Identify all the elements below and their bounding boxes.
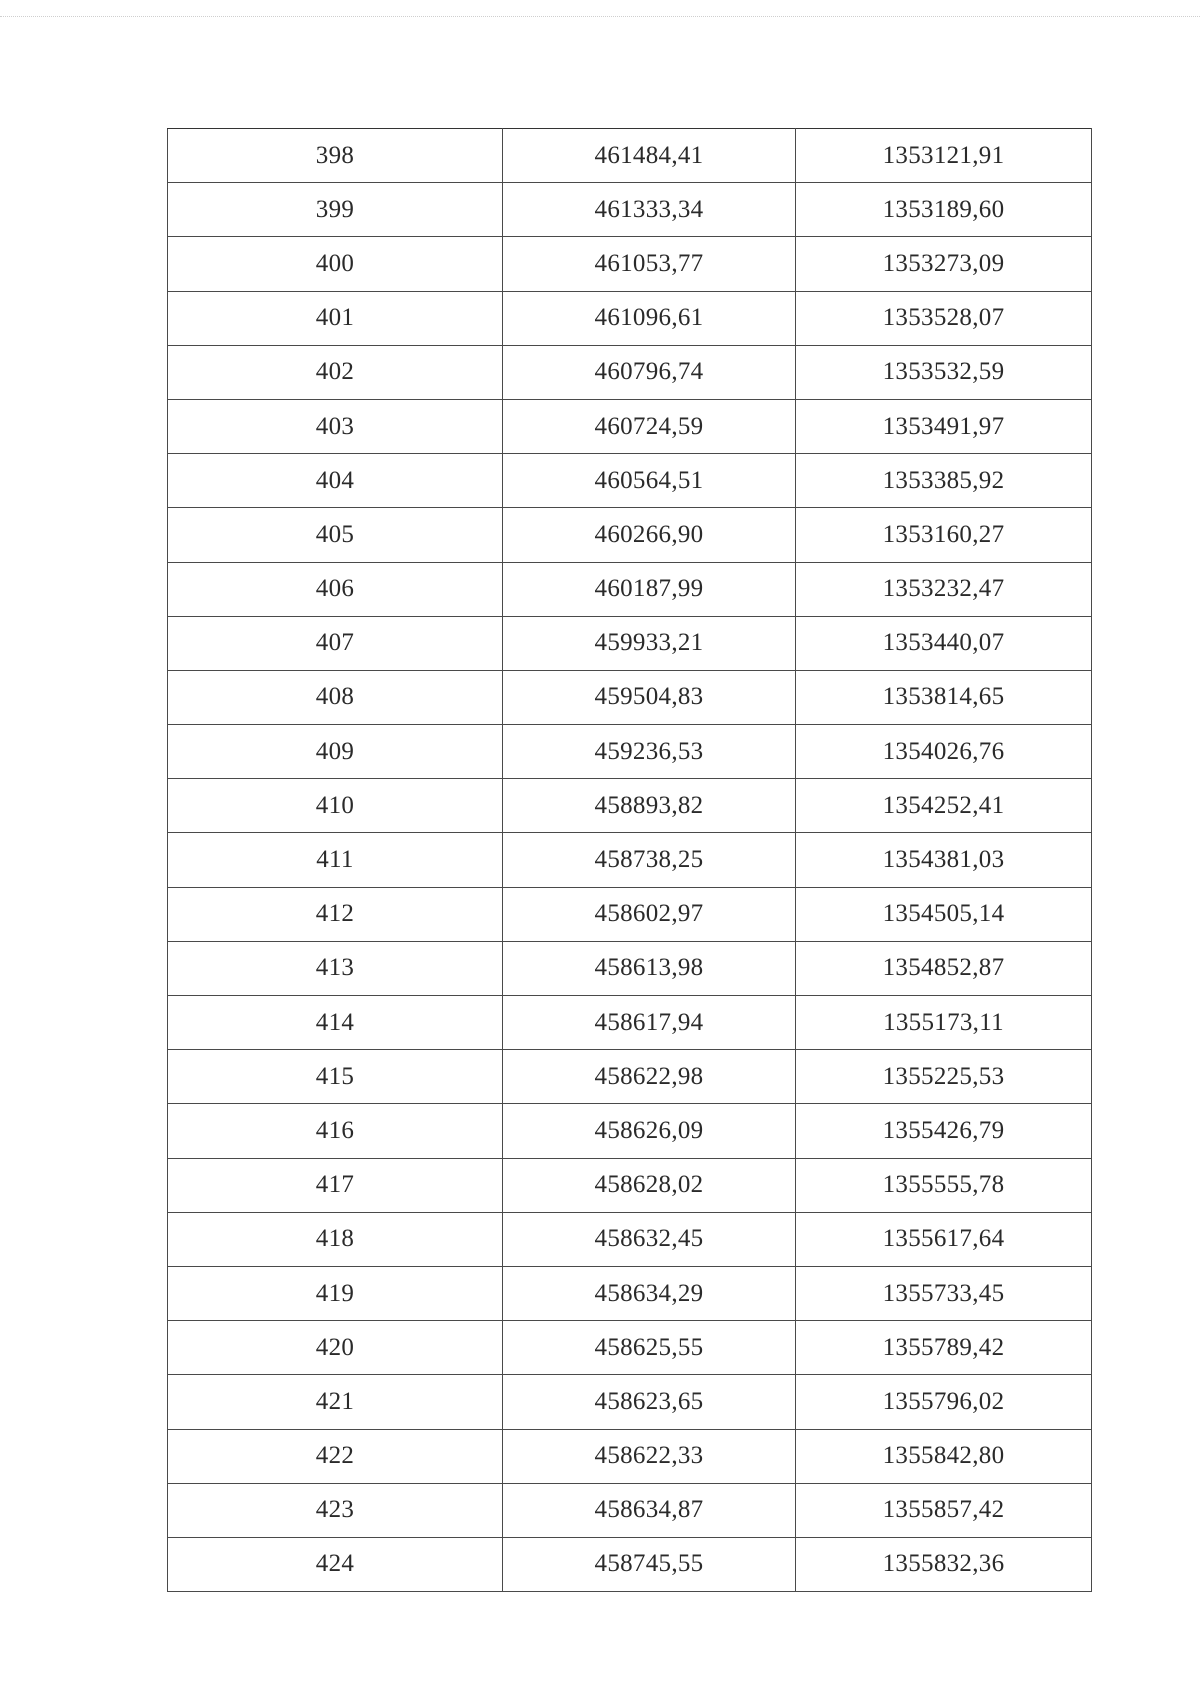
x-coordinate-cell: 458602,97 [503, 887, 796, 941]
point-number-cell: 407 [168, 616, 503, 670]
y-coordinate-cell: 1353528,07 [796, 291, 1092, 345]
y-coordinate-cell: 1353273,09 [796, 237, 1092, 291]
point-number-cell: 401 [168, 291, 503, 345]
y-coordinate-cell: 1355617,64 [796, 1212, 1092, 1266]
point-number-cell: 420 [168, 1321, 503, 1375]
x-coordinate-cell: 458634,87 [503, 1483, 796, 1537]
table-row [168, 779, 1092, 833]
table-row [168, 1050, 1092, 1104]
x-coordinate-cell: 458738,25 [503, 833, 796, 887]
table-row [168, 1158, 1092, 1212]
table-row [168, 833, 1092, 887]
point-number-cell: 416 [168, 1104, 503, 1158]
coordinates-table-body [168, 129, 1092, 1592]
point-number-cell: 400 [168, 237, 503, 291]
y-coordinate-cell: 1354026,76 [796, 725, 1092, 779]
point-number-cell: 410 [168, 779, 503, 833]
point-number-cell: 422 [168, 1429, 503, 1483]
x-coordinate-cell: 458626,09 [503, 1104, 796, 1158]
table-row [168, 183, 1092, 237]
point-number-cell: 421 [168, 1375, 503, 1429]
table-row [168, 508, 1092, 562]
y-coordinate-cell: 1353491,97 [796, 399, 1092, 453]
y-coordinate-cell: 1354381,03 [796, 833, 1092, 887]
table-row [168, 1375, 1092, 1429]
y-coordinate-cell: 1355173,11 [796, 996, 1092, 1050]
table-row [168, 725, 1092, 779]
y-coordinate-cell: 1353160,27 [796, 508, 1092, 562]
y-coordinate-cell: 1353232,47 [796, 562, 1092, 616]
x-coordinate-cell: 459236,53 [503, 725, 796, 779]
y-coordinate-cell: 1353189,60 [796, 183, 1092, 237]
table-row [168, 237, 1092, 291]
table-row [168, 1429, 1092, 1483]
table-row [168, 454, 1092, 508]
y-coordinate-cell: 1355225,53 [796, 1050, 1092, 1104]
table-row [168, 1537, 1092, 1591]
y-coordinate-cell: 1353440,07 [796, 616, 1092, 670]
table-row [168, 1321, 1092, 1375]
table-row [168, 1212, 1092, 1266]
x-coordinate-cell: 458613,98 [503, 941, 796, 995]
point-number-cell: 399 [168, 183, 503, 237]
y-coordinate-cell: 1353121,91 [796, 129, 1092, 183]
table-row [168, 129, 1092, 183]
x-coordinate-cell: 458625,55 [503, 1321, 796, 1375]
x-coordinate-cell: 458622,98 [503, 1050, 796, 1104]
point-number-cell: 412 [168, 887, 503, 941]
x-coordinate-cell: 458745,55 [503, 1537, 796, 1591]
y-coordinate-cell: 1353532,59 [796, 345, 1092, 399]
y-coordinate-cell: 1353385,92 [796, 454, 1092, 508]
y-coordinate-cell: 1355426,79 [796, 1104, 1092, 1158]
x-coordinate-cell: 460724,59 [503, 399, 796, 453]
point-number-cell: 402 [168, 345, 503, 399]
table-row [168, 887, 1092, 941]
table-row [168, 670, 1092, 724]
x-coordinate-cell: 461096,61 [503, 291, 796, 345]
point-number-cell: 424 [168, 1537, 503, 1591]
y-coordinate-cell: 1355857,42 [796, 1483, 1092, 1537]
table-row [168, 1266, 1092, 1320]
point-number-cell: 419 [168, 1266, 503, 1320]
point-number-cell: 409 [168, 725, 503, 779]
x-coordinate-cell: 460187,99 [503, 562, 796, 616]
x-coordinate-cell: 459504,83 [503, 670, 796, 724]
point-number-cell: 413 [168, 941, 503, 995]
y-coordinate-cell: 1353814,65 [796, 670, 1092, 724]
x-coordinate-cell: 460564,51 [503, 454, 796, 508]
x-coordinate-cell: 458893,82 [503, 779, 796, 833]
point-number-cell: 398 [168, 129, 503, 183]
x-coordinate-cell: 458622,33 [503, 1429, 796, 1483]
scan-edge-line [0, 16, 1200, 17]
x-coordinate-cell: 461053,77 [503, 237, 796, 291]
x-coordinate-cell: 460266,90 [503, 508, 796, 562]
table-row [168, 996, 1092, 1050]
table-row [168, 941, 1092, 995]
x-coordinate-cell: 458617,94 [503, 996, 796, 1050]
table-row [168, 1483, 1092, 1537]
table-row [168, 291, 1092, 345]
point-number-cell: 417 [168, 1158, 503, 1212]
point-number-cell: 423 [168, 1483, 503, 1537]
table-row [168, 1104, 1092, 1158]
table-row [168, 562, 1092, 616]
y-coordinate-cell: 1354252,41 [796, 779, 1092, 833]
point-number-cell: 408 [168, 670, 503, 724]
y-coordinate-cell: 1355796,02 [796, 1375, 1092, 1429]
y-coordinate-cell: 1355842,80 [796, 1429, 1092, 1483]
table-row [168, 616, 1092, 670]
y-coordinate-cell: 1355733,45 [796, 1266, 1092, 1320]
x-coordinate-cell: 461484,41 [503, 129, 796, 183]
y-coordinate-cell: 1354505,14 [796, 887, 1092, 941]
point-number-cell: 404 [168, 454, 503, 508]
point-number-cell: 415 [168, 1050, 503, 1104]
x-coordinate-cell: 460796,74 [503, 345, 796, 399]
y-coordinate-cell: 1355832,36 [796, 1537, 1092, 1591]
x-coordinate-cell: 458634,29 [503, 1266, 796, 1320]
point-number-cell: 405 [168, 508, 503, 562]
point-number-cell: 406 [168, 562, 503, 616]
point-number-cell: 418 [168, 1212, 503, 1266]
coordinates-table [167, 128, 1092, 1592]
y-coordinate-cell: 1355789,42 [796, 1321, 1092, 1375]
x-coordinate-cell: 459933,21 [503, 616, 796, 670]
x-coordinate-cell: 461333,34 [503, 183, 796, 237]
y-coordinate-cell: 1354852,87 [796, 941, 1092, 995]
x-coordinate-cell: 458628,02 [503, 1158, 796, 1212]
y-coordinate-cell: 1355555,78 [796, 1158, 1092, 1212]
x-coordinate-cell: 458623,65 [503, 1375, 796, 1429]
point-number-cell: 403 [168, 399, 503, 453]
table-row [168, 399, 1092, 453]
table-row [168, 345, 1092, 399]
x-coordinate-cell: 458632,45 [503, 1212, 796, 1266]
point-number-cell: 411 [168, 833, 503, 887]
point-number-cell: 414 [168, 996, 503, 1050]
